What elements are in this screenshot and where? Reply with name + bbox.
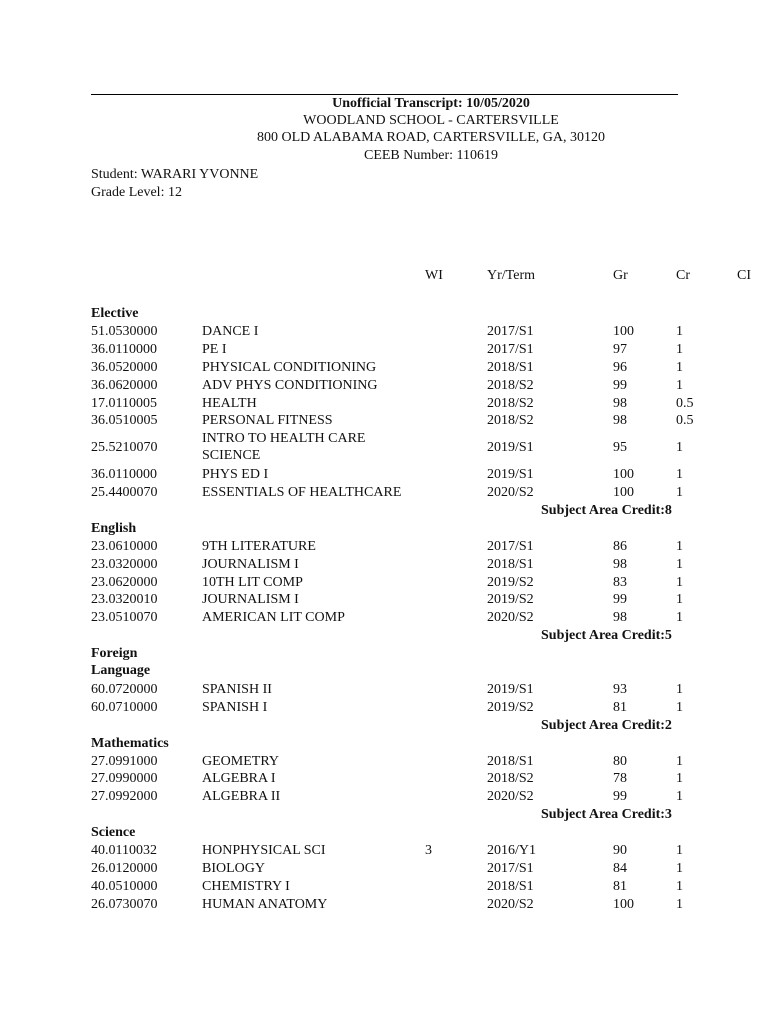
course-name: ESSENTIALS OF HEALTHCARE [202, 485, 402, 500]
column-header-term: Yr/Term [487, 268, 536, 283]
course-term: 2018/S1 [487, 878, 534, 894]
course-code: 40.0110032 [91, 843, 157, 858]
course-name: DANCE I [202, 323, 259, 339]
section-heading: Elective [91, 306, 139, 321]
course-credit: 1 [676, 485, 683, 500]
course-code: 17.0110005 [91, 395, 157, 411]
course-name: SPANISH II [202, 681, 272, 697]
course-grade: 78 [613, 771, 627, 787]
course-credit: 1 [676, 467, 683, 483]
course-term: 2018/S2 [487, 395, 534, 411]
course-name: BIOLOGY [202, 860, 265, 876]
student-name: Student: WARARI YVONNE [91, 167, 259, 182]
course-name: PE I [202, 341, 227, 357]
course-name: ALGEBRA I [202, 771, 276, 787]
course-name: HEALTH [202, 395, 257, 411]
course-credit: 1 [676, 592, 683, 608]
course-name: ALGEBRA II [202, 789, 281, 805]
column-header-credit: Cr [676, 268, 690, 283]
course-grade: 81 [613, 878, 627, 894]
course-name: 9TH LITERATURE [202, 538, 316, 554]
course-code: 23.0610000 [91, 538, 158, 554]
course-grade: 98 [613, 610, 627, 626]
transcript-title: Unofficial Transcript: 10/05/2020 [332, 96, 530, 111]
course-credit: 1 [676, 843, 683, 858]
course-term: 2020/S2 [487, 610, 534, 626]
course-term: 2016/Y1 [487, 843, 536, 858]
course-credit: 1 [676, 556, 683, 572]
course-code: 25.5210070 [91, 440, 158, 456]
course-code: 27.0990000 [91, 771, 158, 787]
course-code: 26.0120000 [91, 860, 158, 876]
course-name: ADV PHYS CONDITIONING [202, 377, 378, 393]
course-term: 2018/S2 [487, 413, 534, 429]
section-heading: English [91, 520, 137, 536]
course-code: 40.0510000 [91, 878, 158, 894]
course-name: JOURNALISM I [202, 556, 299, 572]
course-term: 2017/S1 [487, 860, 534, 876]
course-code: 26.0730070 [91, 896, 158, 912]
course-name: JOURNALISM I [202, 592, 299, 608]
course-grade: 83 [613, 574, 627, 590]
course-credit: 1 [676, 538, 683, 554]
course-term: 2019/S2 [487, 592, 534, 608]
course-term: 2017/S1 [487, 323, 534, 339]
course-name: AMERICAN LIT COMP [202, 610, 345, 626]
course-term: 2018/S1 [487, 556, 534, 572]
course-term: 2017/S1 [487, 341, 534, 357]
course-grade: 81 [613, 699, 627, 715]
course-name: PHYS ED I [202, 467, 269, 483]
course-weight: 3 [425, 843, 432, 858]
course-credit: 1 [676, 878, 683, 894]
course-term: 2020/S2 [487, 896, 534, 912]
course-name: SPANISH I [202, 699, 268, 715]
course-credit: 0.5 [676, 413, 694, 429]
course-grade: 100 [613, 485, 634, 500]
course-name: PHYSICAL CONDITIONING [202, 359, 377, 375]
course-credit: 1 [676, 341, 683, 357]
grade-level: Grade Level: 12 [91, 185, 182, 200]
course-credit: 1 [676, 771, 683, 787]
course-name: INTRO TO HEALTH CARE SCIENCE [202, 431, 366, 464]
course-grade: 98 [613, 413, 627, 429]
course-code: 36.0110000 [91, 341, 157, 357]
subject-area-credit: Subject Area Credit:2 [541, 717, 672, 733]
course-credit: 1 [676, 440, 683, 456]
course-credit: 1 [676, 610, 683, 626]
course-term: 2018/S1 [487, 753, 534, 769]
course-term: 2018/S2 [487, 377, 534, 393]
course-grade: 93 [613, 681, 627, 697]
course-credit: 1 [676, 377, 683, 393]
course-code: 60.0710000 [91, 699, 158, 715]
course-name: PERSONAL FITNESS [202, 413, 333, 429]
course-code: 60.0720000 [91, 681, 158, 697]
course-credit: 1 [676, 789, 683, 805]
course-term: 2019/S2 [487, 574, 534, 590]
course-grade: 86 [613, 538, 627, 554]
course-code: 27.0992000 [91, 789, 158, 805]
school-name: WOODLAND SCHOOL - CARTERSVILLE [303, 113, 559, 128]
course-code: 36.0520000 [91, 359, 158, 375]
course-grade: 100 [613, 896, 634, 912]
course-name: HONPHYSICAL SCI [202, 843, 326, 858]
course-code: 36.0620000 [91, 377, 158, 393]
course-credit: 0.5 [676, 395, 694, 411]
course-grade: 98 [613, 556, 627, 572]
course-grade: 100 [613, 323, 634, 339]
subject-area-credit: Subject Area Credit:3 [541, 807, 672, 823]
course-name: HUMAN ANATOMY [202, 896, 328, 912]
course-code: 23.0320000 [91, 556, 158, 572]
course-code: 27.0991000 [91, 753, 158, 769]
course-credit: 1 [676, 860, 683, 876]
course-code: 36.0110000 [91, 467, 157, 483]
course-term: 2018/S1 [487, 359, 534, 375]
course-term: 2019/S1 [487, 681, 534, 697]
course-credit: 1 [676, 359, 683, 375]
course-grade: 99 [613, 377, 627, 393]
course-credit: 1 [676, 753, 683, 769]
course-grade: 80 [613, 753, 627, 769]
course-name: GEOMETRY [202, 753, 279, 769]
course-term: 2019/S1 [487, 467, 534, 483]
course-code: 51.0530000 [91, 323, 158, 339]
column-header-ci: CI [737, 268, 751, 283]
ceeb-number: CEEB Number: 110619 [363, 148, 499, 163]
course-grade: 98 [613, 395, 627, 411]
course-grade: 99 [613, 789, 627, 805]
column-header-grade: Gr [613, 268, 628, 283]
course-credit: 1 [676, 574, 683, 590]
course-grade: 96 [613, 359, 627, 375]
course-grade: 100 [613, 467, 634, 483]
section-heading: Foreign Language [91, 646, 151, 679]
course-code: 25.4400070 [91, 485, 158, 500]
subject-area-credit: Subject Area Credit:5 [541, 628, 672, 644]
course-grade: 95 [613, 440, 627, 456]
course-term: 2017/S1 [487, 538, 534, 554]
course-term: 2019/S1 [487, 440, 534, 456]
course-grade: 99 [613, 592, 627, 608]
course-credit: 1 [676, 699, 683, 715]
course-name: CHEMISTRY I [202, 878, 290, 894]
section-heading: Mathematics [91, 735, 169, 751]
course-code: 23.0510070 [91, 610, 158, 626]
course-code: 23.0320010 [91, 592, 158, 608]
course-term: 2019/S2 [487, 699, 534, 715]
course-name: 10TH LIT COMP [202, 574, 303, 590]
course-term: 2018/S2 [487, 771, 534, 787]
section-heading: Science [91, 825, 136, 841]
course-grade: 84 [613, 860, 627, 876]
course-code: 23.0620000 [91, 574, 158, 590]
column-header-wi: WI [425, 268, 443, 283]
course-grade: 90 [613, 843, 627, 858]
course-term: 2020/S2 [487, 485, 534, 500]
school-address: 800 OLD ALABAMA ROAD, CARTERSVILLE, GA, 30120 [257, 130, 605, 145]
course-credit: 1 [676, 323, 683, 339]
course-credit: 1 [676, 681, 683, 697]
subject-area-credit: Subject Area Credit:8 [541, 502, 672, 518]
course-term: 2020/S2 [487, 789, 534, 805]
course-code: 36.0510005 [91, 413, 158, 429]
course-credit: 1 [676, 896, 683, 912]
course-grade: 97 [613, 341, 627, 357]
